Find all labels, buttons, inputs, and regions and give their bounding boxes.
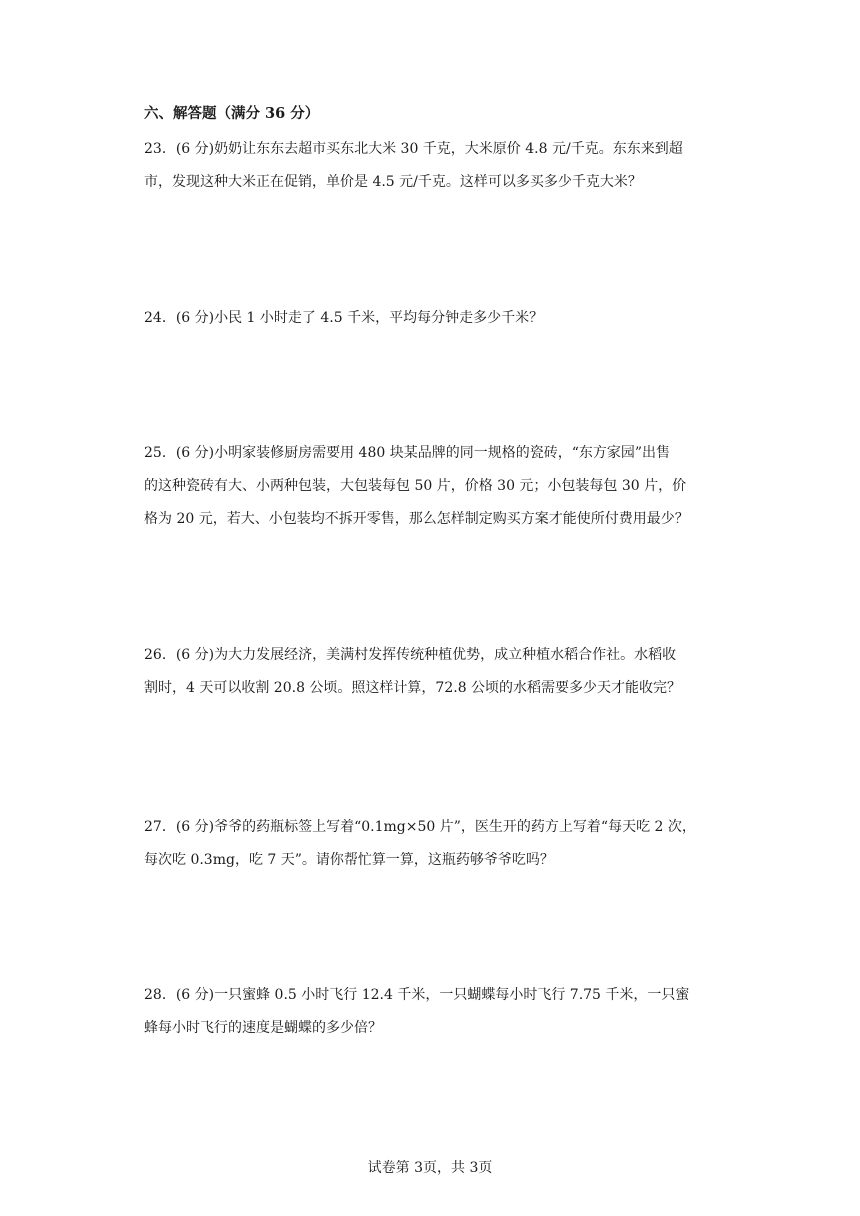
question-24-line-1: 24．(6 分)小民 1 小时走了 4.5 千米，平均每分钟走多少千米？ xyxy=(144,310,544,326)
question-27-line-1: 27．(6 分)爷爷的药瓶标签上写着“0.1mg×50 片”，医生开的药方上写着“每天吃 2 次， xyxy=(144,819,696,835)
question-23-line-2: 市，发现这种大米正在促销，单价是 4.5 元/千克。这样可以多买多少千克大米？ xyxy=(144,174,642,190)
question-25-line-2: 的这种瓷砖有大、小两种包装，大包装每包 50 片，价格 30 元；小包装每包 30 片，价 xyxy=(144,478,687,494)
question-23-line-1: 23．(6 分)奶奶让东东去超市买东北大米 30 千克，大米原价 4.8 元/千克。东东来到超 xyxy=(144,141,683,157)
question-25 xyxy=(144,437,718,536)
question-23 xyxy=(144,133,718,199)
section-heading: 六、解答题（满分 36 分） xyxy=(144,105,320,122)
question-26-line-1: 26．(6 分)为大力发展经济，美满村发挥传统种植优势，成立种植水稻合作社。水稻收 xyxy=(144,647,677,663)
question-24 xyxy=(144,302,718,335)
question-28-line-2: 蜂每小时飞行的速度是蝴蝶的多少倍？ xyxy=(144,1020,382,1036)
question-25-line-1: 25．(6 分)小明家装修厨房需要用 480 块某品牌的同一规格的瓷砖，“东方家园”出售 xyxy=(144,445,671,461)
question-26-line-2: 割时，4 天可以收割 20.8 公顷。照这样计算，72.8 公顷的水稻需要多少天才能收完？ xyxy=(144,680,682,696)
question-28 xyxy=(144,979,718,1045)
question-28-line-1: 28．(6 分)一只蜜蜂 0.5 小时飞行 12.4 千米，一只蝴蝶每小时飞行 7.75 千米，一只蜜 xyxy=(144,987,690,1003)
question-27 xyxy=(144,811,718,877)
page-footer: 试卷第 3页，共 3页 xyxy=(367,1160,493,1176)
question-27-line-2: 每次吃 0.3mg，吃 7 天”。请你帮忙算一算，这瓶药够爷爷吃吗？ xyxy=(144,852,554,868)
question-25-line-3: 格为 20 元，若大、小包装均不拆开零售，那么怎样制定购买方案才能使所付费用最少？ xyxy=(144,511,689,527)
question-26 xyxy=(144,639,718,705)
